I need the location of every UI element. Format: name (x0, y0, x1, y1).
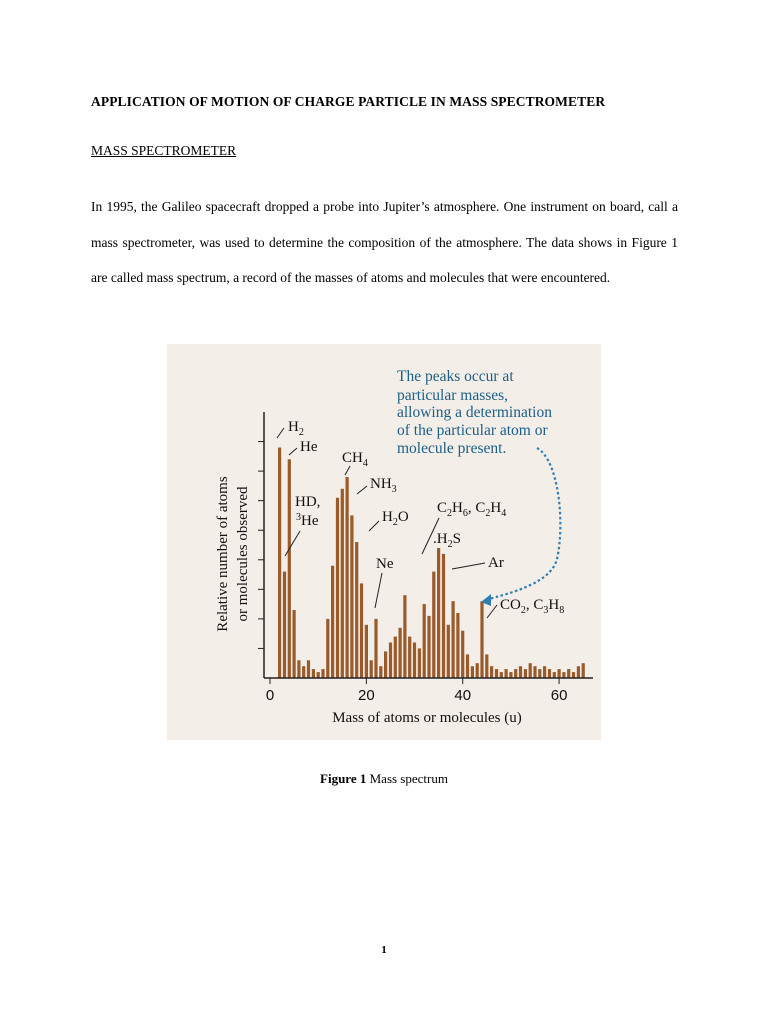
x-axis-label: Mass of atoms or molecules (u) (332, 710, 522, 726)
leader-ar (452, 563, 485, 569)
bar-mass-27 (399, 628, 402, 678)
bar-mass-35 (437, 548, 440, 678)
annotation-line-4: of the particular atom or (397, 422, 548, 439)
leader-ch4 (345, 466, 350, 475)
bar-mass-11 (321, 669, 324, 678)
label-nh3: $NH_3$ (370, 476, 397, 495)
label-ne: Ne (376, 556, 394, 572)
bar-mass-10 (317, 672, 320, 678)
bar-mass-40 (461, 631, 464, 678)
mass-spectrum-chart (167, 344, 601, 740)
annotation-line-3: allowing a determination (397, 404, 552, 421)
label-h2o: $H_2O$ (382, 509, 409, 528)
leader-ne (375, 573, 382, 608)
bar-mass-62 (567, 669, 570, 678)
bar-mass-56 (538, 669, 541, 678)
bar-mass-63 (572, 672, 575, 678)
bar-mass-20 (365, 625, 368, 678)
bar-mass-65 (582, 663, 585, 678)
section-subheading: MASS SPECTROMETER (91, 143, 237, 158)
bar-mass-38 (452, 601, 455, 678)
bar-mass-61 (562, 672, 565, 678)
bar-mass-26 (394, 637, 397, 678)
label-ar: Ar (488, 555, 504, 571)
bar-mass-2 (278, 448, 281, 679)
bar-mass-49 (505, 669, 508, 678)
figure-caption (0, 771, 768, 787)
label-co2-c3h8: $CO_2$, $C_3H_8$ (500, 597, 565, 616)
bar-mass-28 (403, 595, 406, 678)
annotation-note (397, 368, 560, 606)
bar-mass-41 (466, 654, 469, 678)
bar-mass-21 (370, 660, 373, 678)
annotation-line-5: molecule present. (397, 440, 507, 457)
bar-mass-55 (533, 666, 536, 678)
leader-he (289, 448, 297, 455)
bar-group (278, 448, 585, 679)
leader-co2 (487, 605, 497, 618)
body-paragraph: In 1995, the Galileo spacecraft dropped a probe into Jupiter’s atmosphere. One instrument on board, call a mass spectrometer, was used to determine the composition of the atmosphere. The data shows in Figure 1 are called mass spectrum, a record of the masses of atoms and molecules that were encountered. (91, 199, 678, 285)
caption-label: Figure 1 (320, 771, 367, 786)
label-hd: HD, (295, 494, 321, 510)
bar-mass-60 (558, 669, 561, 678)
label-ch4: $CH_4$ (342, 450, 368, 469)
x-tick-marks (266, 678, 568, 704)
x-tick-label: 40 (454, 687, 472, 704)
bar-mass-57 (543, 666, 546, 678)
bar-mass-30 (413, 643, 416, 679)
y-axis-label-line2: or molecules observed (235, 486, 251, 622)
x-tick-label: 0 (265, 687, 275, 704)
bar-mass-50 (509, 672, 512, 678)
bar-mass-32 (423, 604, 426, 678)
annotation-arrow (485, 448, 560, 600)
bar-mass-23 (379, 666, 382, 678)
bar-mass-52 (519, 666, 522, 678)
x-tick-label: 20 (358, 687, 375, 704)
bar-mass-16 (346, 477, 349, 678)
y-tick-marks (258, 442, 264, 649)
bar-mass-7 (302, 666, 305, 678)
bar-mass-47 (495, 669, 498, 678)
bar-mass-31 (418, 648, 421, 678)
bar-mass-14 (336, 498, 339, 678)
label-c2h6-c2h4: $C_2H_6$, $C_2H_4$ (437, 500, 507, 519)
bar-mass-15 (341, 489, 344, 678)
bar-mass-19 (360, 583, 363, 678)
bar-mass-17 (350, 515, 353, 678)
bar-mass-4 (288, 459, 291, 678)
bar-mass-34 (432, 572, 435, 678)
bar-mass-59 (553, 672, 556, 678)
annotation-line-1: The peaks occur at (397, 368, 514, 385)
bar-mass-13 (331, 566, 334, 678)
bar-mass-3 (283, 572, 286, 678)
leader-hd (285, 531, 300, 556)
mass-spectrum-figure (167, 344, 601, 740)
bar-mass-42 (471, 666, 474, 678)
x-tick-label: 60 (550, 687, 568, 704)
bar-mass-25 (389, 643, 392, 679)
document-heading: APPLICATION OF MOTION OF CHARGE PARTICLE IN MASS SPECTROMETER (91, 94, 606, 109)
bar-mass-22 (374, 619, 377, 678)
bar-mass-37 (447, 625, 450, 678)
bar-mass-51 (514, 669, 517, 678)
annotation-line-2: particular masses, (397, 387, 509, 404)
y-axis-label-line1: Relative number of atoms (215, 476, 231, 632)
page-number: 1 (381, 944, 387, 956)
bar-mass-6 (297, 660, 300, 678)
label-h2s: $.H_2S$ (433, 531, 461, 550)
bar-mass-8 (307, 660, 310, 678)
bar-mass-54 (529, 663, 532, 678)
bar-mass-9 (312, 669, 315, 678)
bar-mass-46 (490, 666, 493, 678)
bar-mass-24 (384, 651, 387, 678)
leader-nh3 (357, 486, 367, 494)
label-he: He (300, 439, 318, 455)
bar-mass-44 (480, 601, 483, 678)
bar-mass-5 (293, 610, 296, 678)
bar-mass-39 (456, 613, 459, 678)
bar-mass-64 (577, 666, 580, 678)
leader-h2 (277, 428, 284, 438)
leader-h2o (369, 521, 379, 531)
label-3he: $^3$He (296, 512, 319, 529)
bar-mass-29 (408, 637, 411, 678)
bar-mass-43 (476, 663, 479, 678)
bar-mass-33 (427, 616, 430, 678)
bar-mass-58 (548, 669, 551, 678)
bar-mass-18 (355, 542, 358, 678)
bar-mass-45 (485, 654, 488, 678)
bar-mass-53 (524, 669, 527, 678)
bar-mass-36 (442, 554, 445, 678)
bar-mass-48 (500, 672, 503, 678)
caption-text: Mass spectrum (369, 771, 448, 786)
label-h2: $H_2$ (288, 419, 304, 438)
bar-mass-12 (326, 619, 329, 678)
